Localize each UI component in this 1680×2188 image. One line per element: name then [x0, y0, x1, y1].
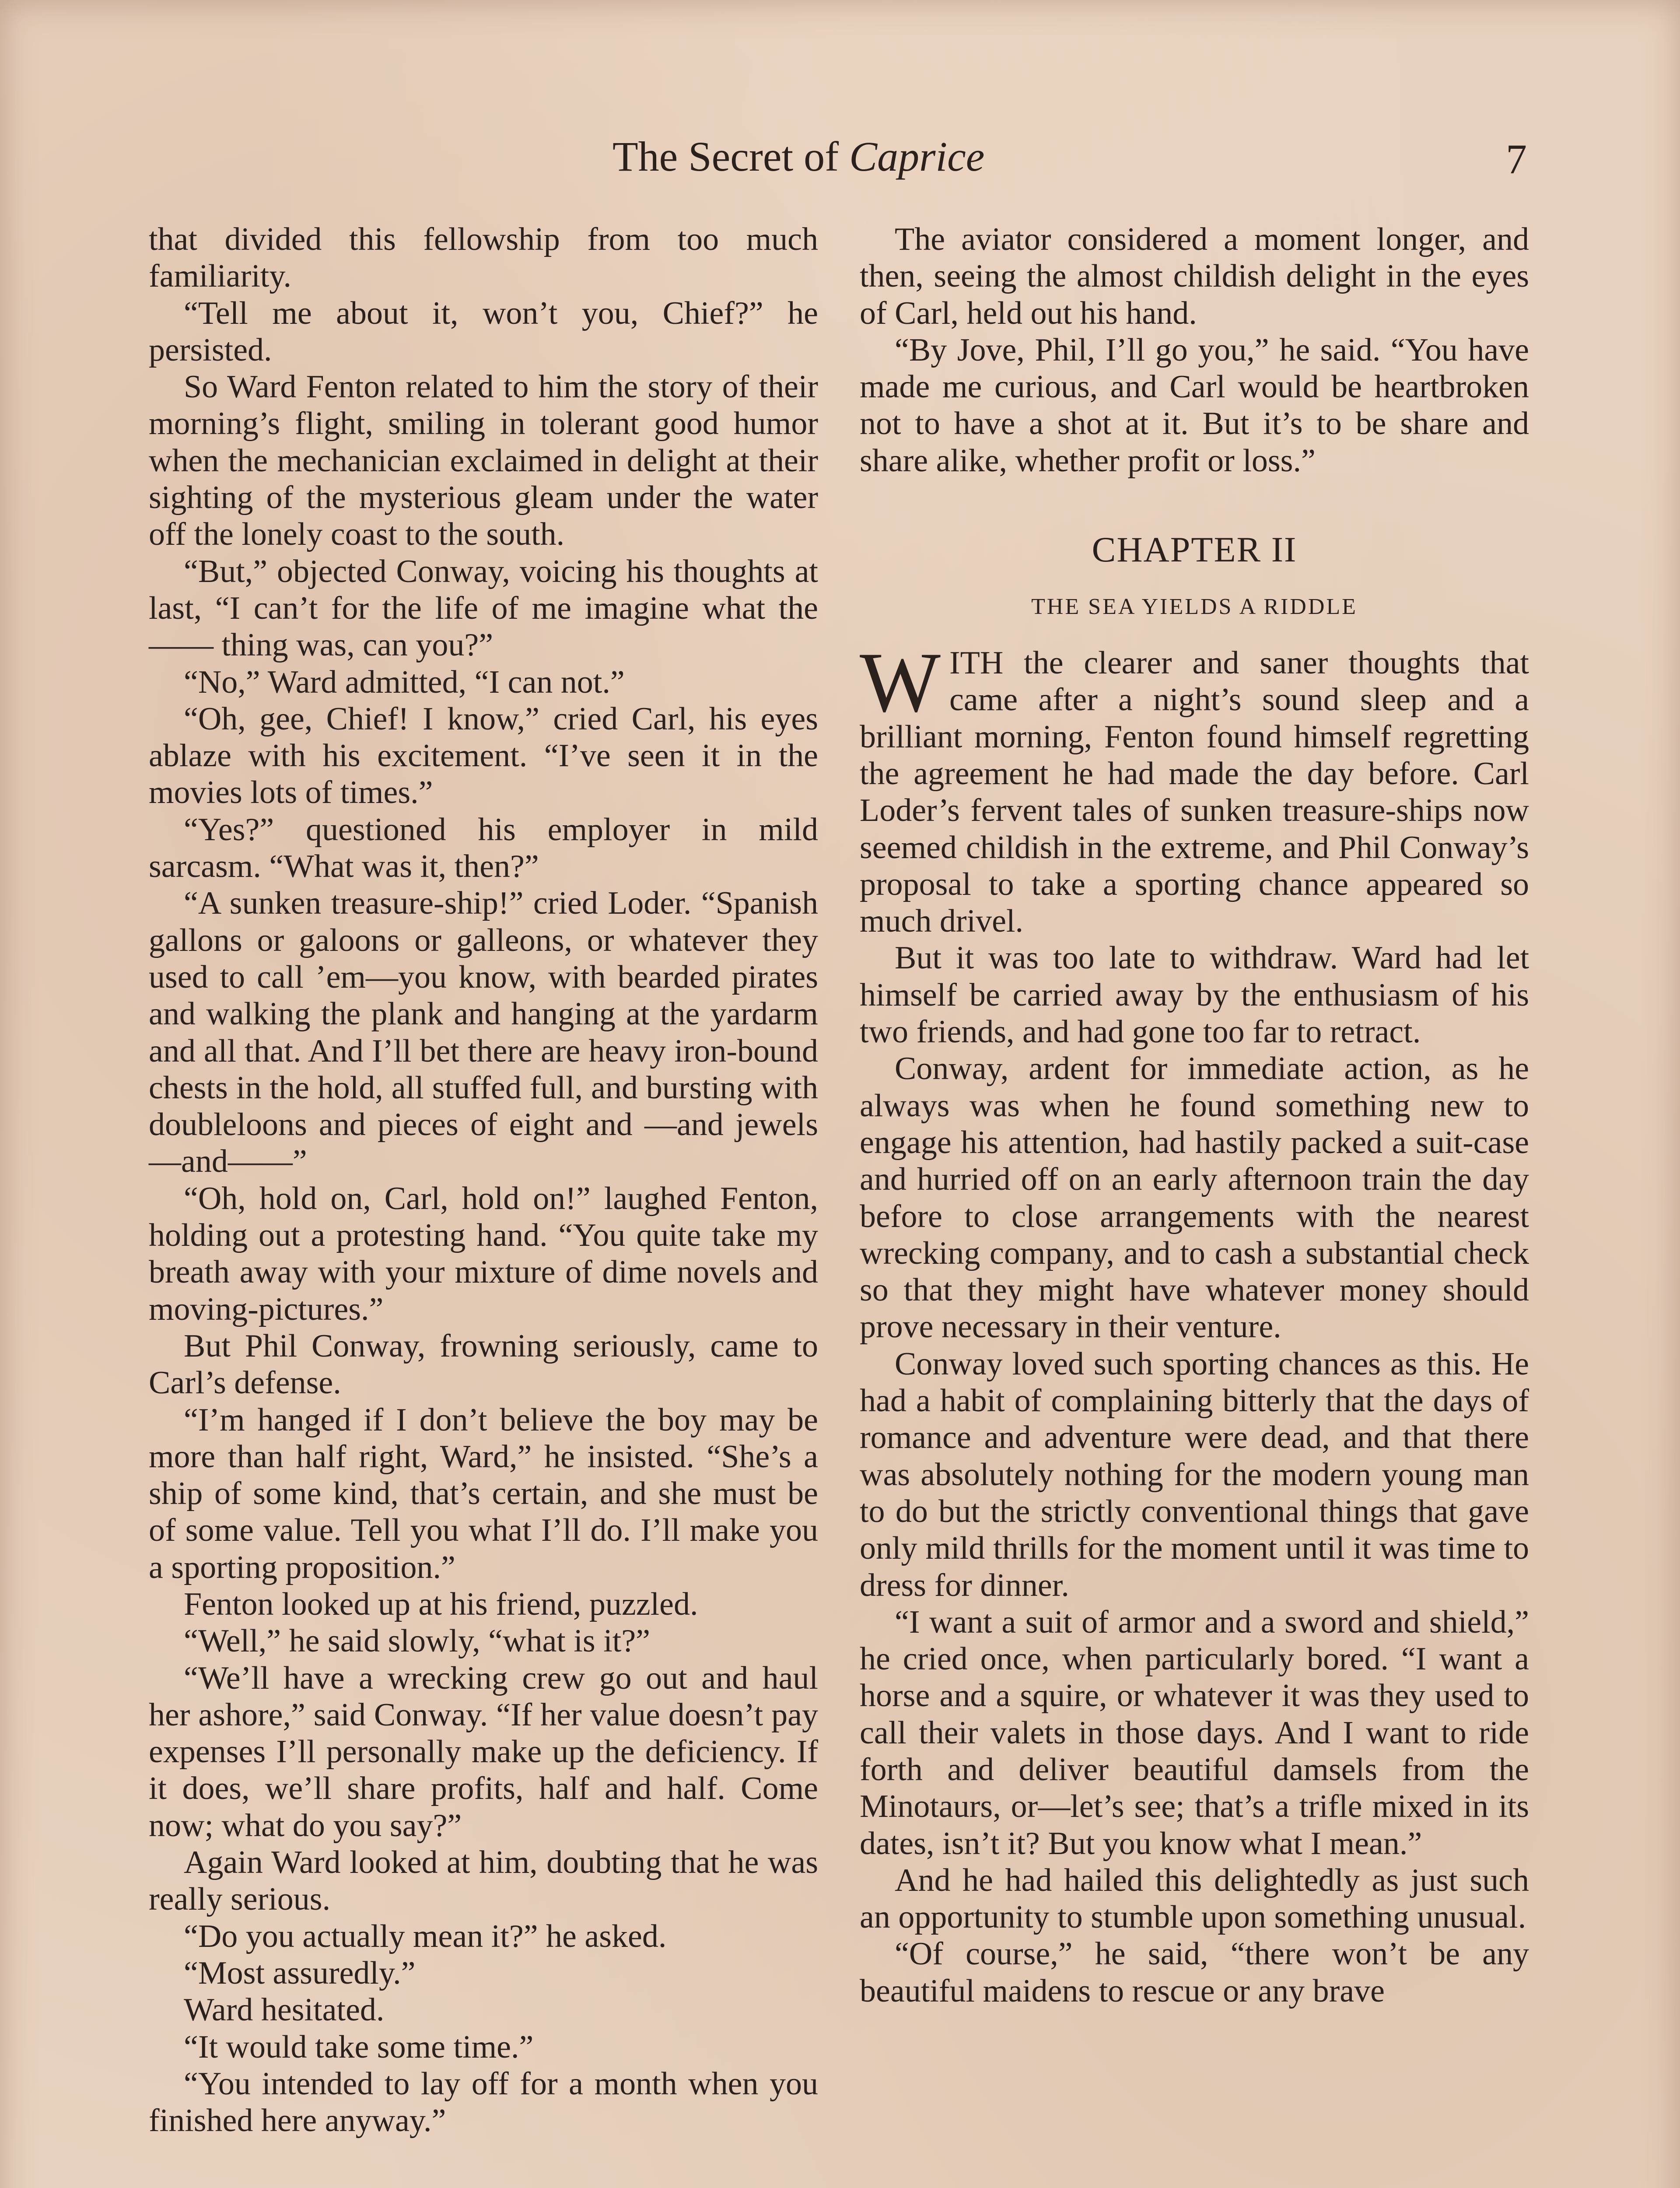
paragraph: “I’m hanged if I don’t believe the boy may be more than half right, Ward,” he insisted. “She’s a ship of some kind, that’s certain, and she must be of some value. Tell you what I’ll do. I’ll make you a sporting proposition.” [149, 1402, 818, 1585]
paragraph: Ward hesitated. [184, 1992, 385, 2028]
right-column [860, 221, 1529, 2009]
paragraph: “No,” Ward admitted, “I can not.” [184, 664, 625, 700]
paragraph: “It would take some time.” [184, 2029, 534, 2065]
paragraph: “Oh, hold on, Carl, hold on!” laughed Fenton, holding out a protesting hand. “You quite take my breath away with your mixture of dime novels and moving-pictures.” [149, 1180, 818, 1327]
paragraph: The aviator considered a moment longer, and then, seeing the almost childish delight in the eyes of Carl, held out his hand. [860, 221, 1529, 331]
paragraph: “I want a suit of armor and a sword and shield,” he cried once, when particularly bored. “I want a horse and a squire, or whatever it was they used to call their valets in those days. And I want to ride forth and deliver beautiful damsels from the Minotaurs, or—let’s see; that’s a trifle mixed in its dates, isn’t it? But you know what I mean.” [860, 1604, 1529, 1862]
chapter-subtitle: THE SEA YIELDS A RIDDLE [1031, 594, 1358, 620]
running-title-prefix: The Secret of [612, 133, 850, 180]
page-number: 7 [1506, 136, 1527, 182]
drop-cap: W [860, 635, 941, 730]
chapter-first-paragraph-text: ITH the clearer and saner thoughts that came after a night’s sound sleep and a brilliant morning, Fenton found himself regretting the agreement he had made the day before. Carl Loder’s fervent tales of sunken treasure-ships now seemed childish in the extreme, and Phil Conway’s proposal to take a sporting chance appeared so much drivel. [860, 645, 1529, 940]
paragraph: So Ward Fenton related to him the story of their morning’s flight, smiling in tolerant good humor when the mechanician exclaimed in delight at their sighting of the mysterious gleam under the water off the lonely coast to the south. [149, 369, 818, 553]
paragraph: “We’ll have a wrecking crew go out and haul her ashore,” said Conway. “If her value doesn’t pay expenses I’ll personally make up the deficiency. If it does, we’ll share profits, half and half. Come now; what do you say?” [149, 1660, 818, 1844]
left-column [149, 221, 818, 2139]
paragraph: Again Ward looked at him, doubting that he was really serious. [149, 1844, 818, 1918]
paragraph: “Do you actually mean it?” he asked. [184, 1918, 667, 1954]
paragraph: Conway loved such sporting chances as this. He had a habit of complaining bitterly that the days of romance and adventure were dead, and that there was absolutely nothing for the modern young man to do but the strictly conventional things that gave only mild thrills for the moment until it was time to dress for dinner. [860, 1346, 1529, 1603]
running-title-italic: Caprice [849, 133, 985, 180]
chapter-first-paragraph [860, 635, 1529, 940]
paragraph: “By Jove, Phil, I’ll go you,” he said. “You have made me curious, and Carl would be heartbroken not to have a shot at it. But it’s to be share and share alike, whether profit or loss.” [860, 332, 1529, 479]
paragraph: “Tell me about it, won’t you, Chief?” he persisted. [149, 295, 818, 368]
paragraph: “But,” objected Conway, voicing his thoughts at last, “I can’t for the life of me imagine what the —— thing was, can you?” [149, 553, 818, 663]
paragraph: And he had hailed this delightedly as just such an opportunity to stumble upon something unusual. [860, 1862, 1529, 1936]
paragraph: that divided this fellowship from too much familiarity. [149, 221, 818, 295]
page-header [149, 127, 1540, 197]
paragraph: “Oh, gee, Chief! I know,” cried Carl, his eyes ablaze with his excitement. “I’ve seen it in the movies lots of times.” [149, 701, 818, 811]
paragraph: Conway, ardent for immediate action, as he always was when he found something new to engage his attention, had hastily packed a suit-case and hurried off on an early afternoon train the day before to close arrangements with the nearest wrecking company, and to cash a substantial check so that they might have whatever money should prove necessary in their venture. [860, 1051, 1529, 1345]
paragraph: Fenton looked up at his friend, puzzled. [184, 1586, 698, 1622]
paragraph: “You intended to lay off for a month when you finished here anyway.” [149, 2065, 818, 2139]
running-title [612, 131, 984, 182]
paragraph: “Of course,” he said, “there won’t be any beautiful maidens to rescue or any brave [860, 1936, 1529, 2009]
paragraph: “Most assuredly.” [184, 1955, 416, 1991]
paragraph: “Yes?” questioned his employer in mild sarcasm. “What was it, then?” [149, 811, 818, 885]
paragraph: But Phil Conway, frowning seriously, came to Carl’s defense. [149, 1328, 818, 1401]
chapter-heading: CHAPTER II [1092, 529, 1297, 570]
paragraph: “A sunken treasure-ship!” cried Loder. “Spanish gallons or galoons or galleons, or whatever they used to call ’em—you know, with bearded pirates and walking the plank and hanging at the yardarm and all that. And I’ll bet there are heavy iron-bound chests in the hold, all stuffed full, and bursting with doubleloons and pieces of eight and —and jewels—and——” [149, 885, 818, 1180]
paragraph: “Well,” he said slowly, “what is it?” [184, 1623, 651, 1659]
paragraph: But it was too late to withdraw. Ward had let himself be carried away by the enthusiasm of his two friends, and had gone too far to retract. [860, 940, 1529, 1050]
